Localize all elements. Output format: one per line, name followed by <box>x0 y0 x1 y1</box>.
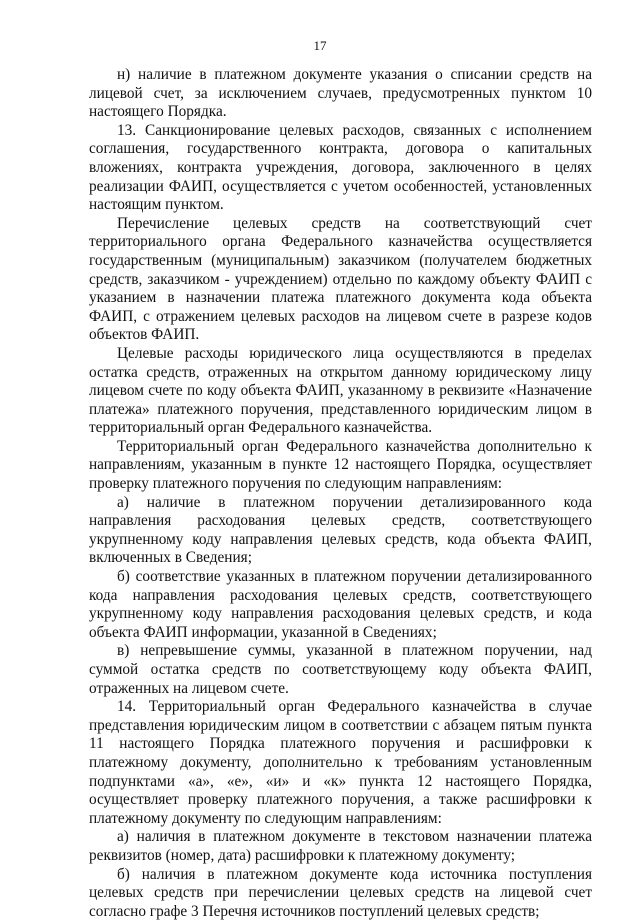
paragraph-check-a: а) наличие в платежном поручении детализированного кода направления расходования целевых средств, соответствующего укрупненному коду направления целевых средств, кода объекта ФАИП, включенных в Сведения; <box>89 493 592 567</box>
paragraph-transfer: Перечисление целевых средств на соответствующий счет территориального органа Федерального казначейства осуществляется государственным (муниципальным) заказчиком (получателем бюджетных средств, заказчиком - учреждением) отдельно по каждому объекту ФАИП с указанием в назначении платежа платежного документа кода объекта ФАИП, с отражением целевых расходов на лицевом счете в разрезе кодов объектов ФАИП. <box>89 214 592 344</box>
paragraph-14-b: б) наличия в платежном документе кода источника поступления целевых средств при перечислении целевых средств на лицевой счет согласно графе 3 Перечня источников поступлений целевых средств; <box>89 865 592 920</box>
paragraph-14-a: а) наличия в платежном документе в текстовом назначении платежа реквизитов (номер, дата) расшифровки к платежному документу; <box>89 828 592 864</box>
paragraph-check-v: в) непревышение суммы, указанной в платежном поручении, над суммой остатка средств по соответствующему коду объекта ФАИП, отраженных на лицевом счете. <box>89 642 592 697</box>
paragraph-treasury-check: Территориальный орган Федерального казначейства дополнительно к направлениям, указанным в пункте 12 настоящего Порядка, осуществляет проверку платежного поручения по следующим направлениям: <box>89 437 592 493</box>
paragraph-legal-entity-expenses: Целевые расходы юридического лица осуществляются в пределах остатка средств, отраженных на открытом данному юридическому лицу лицевом счете по коду объекта ФАИП, указанному в реквизите «Назначение платежа» платежного поручения, представленного юридическим лицом в территориальный орган Федерального казначейства. <box>89 344 592 437</box>
paragraph-n-subclause: н) наличие в платежном документе указания о списании средств на лицевой счет, за исключением случаев, предусмотренных пунктом 10 настоящего Порядка. <box>89 66 592 121</box>
document-body <box>89 66 592 921</box>
paragraph-14: 14. Территориальный орган Федерального казначейства в случае представления юридическим лицом в соответствии с абзацем пятым пункта 11 настоящего Порядка платежного поручения и расшифровки к платежному документу, дополнительно к требованиям установленным подпунктами «а», «е», «и» и «к» пункта 12 настоящего Порядка, осуществляет проверку платежного поручения, а также расшифровки к платежному документу по следующим направлениям: <box>89 698 592 827</box>
page-number: 17 <box>313 38 327 53</box>
paragraph-13: 13. Санкционирование целевых расходов, связанных с исполнением соглашения, государственного контракта, договора о капитальных вложениях, контракта учреждения, договора, заключенного в целях реализации ФАИП, осуществляется с учетом особенностей, установленных настоящим пунктом. <box>89 121 592 214</box>
paragraph-check-b: б) соответствие указанных в платежном поручении детализированного кода направления расходования целевых средств, соответствующего укрупненному коду направления расходования целевых средств, и кода объекта ФАИП информации, указанной в Сведениях; <box>89 568 592 641</box>
